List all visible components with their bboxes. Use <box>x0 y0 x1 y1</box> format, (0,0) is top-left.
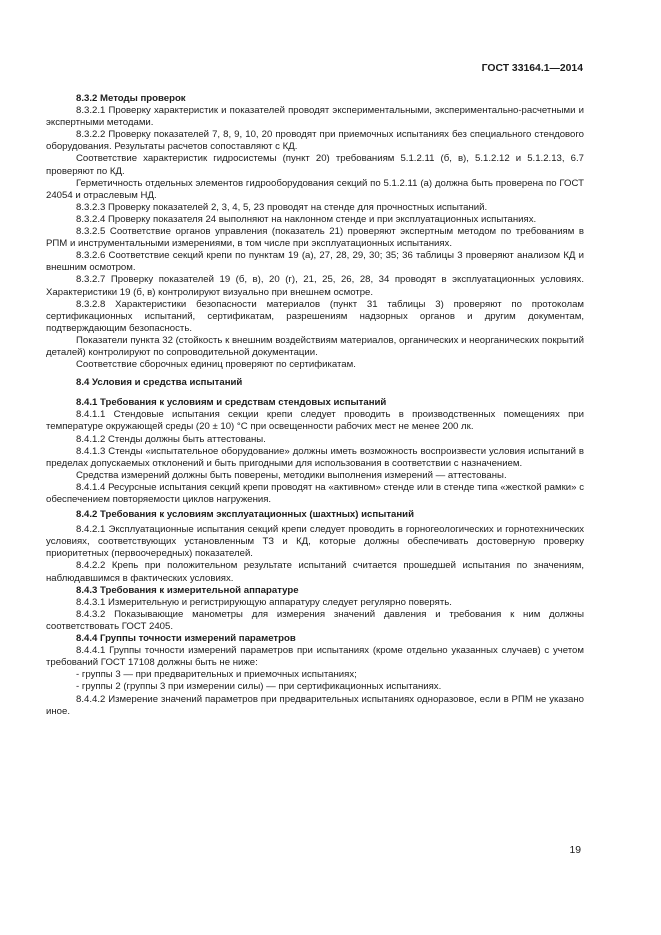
paragraph: 8.4.1.1 Стендовые испытания секции крепи следует проводить в производственных помещениях при температуре окружающей среды (20 ± 10) °С при освещенности рабочих мест не менее 200 лк. <box>46 409 584 433</box>
document-body <box>46 93 584 718</box>
paragraph: 8.3.2.3 Проверку показателей 2, 3, 4, 5, 23 проводят на стенде для прочностных испытаний. <box>76 201 488 213</box>
paragraph: 8.4.4.2 Измерение значений параметров при предварительных испытаниях одноразовое, если в РПМ не указано иное. <box>46 693 584 717</box>
paragraph: 8.4.1.3 Стенды «испытательное оборудование» должны иметь возможность воспроизвести условия испытаний в пределах допускаемых отклонений и быть пригодными для использования в соответствии с назначением. <box>46 445 584 469</box>
section-heading: 8.3.2 Методы проверок <box>76 93 186 104</box>
paragraph: Соответствие характеристик гидросистемы (пункт 20) требованиям 5.1.2.11 (б, в), 5.1.2.12 и 5.1.2.13, 6.7 проверяют по КД. <box>46 153 584 177</box>
paragraph: Соответствие сборочных единиц проверяют по сертификатам. <box>76 359 356 371</box>
paragraph: - группы 2 (группы 3 при измерении силы) — при сертификационных испытаниях. <box>76 681 442 693</box>
paragraph: 8.3.2.1 Проверку характеристик и показателей проводят экспериментальными, экспериментально-расчетными и экспертными методами. <box>46 105 584 129</box>
paragraph: 8.3.2.5 Соответствие органов управления (показатель 21) проверяют экспертным методом по требованиям в РПМ и инструментальными измерениями, в том числе при эксплуатационных испытаниях. <box>46 226 584 250</box>
section-heading: 8.4.3 Требования к измерительной аппаратуре <box>76 584 299 596</box>
paragraph: 8.3.2.6 Соответствие секций крепи по пунктам 19 (а), 27, 28, 29, 30; 35; 36 таблицы 3 проверяют анализом КД и внешним осмотром. <box>46 250 584 274</box>
section-heading: 8.4.1 Требования к условиям и средствам стендовых испытаний <box>76 397 387 409</box>
paragraph: 8.4.2.1 Эксплуатационные испытания секций крепи следует проводить в горногеологических и горнотехнических условиях, соответствующих установленным ТЗ и КД, которые должны обеспечивать достоверную проверку приоритетных (первоочередных) показателей. <box>46 524 584 560</box>
paragraph: - группы 3 — при предварительных и приемочных испытаниях; <box>76 669 357 681</box>
paragraph: Герметичность отдельных элементов гидрооборудования секций по 5.1.2.11 (а) должна быть проверена по ГОСТ 24054 и отраслевым НД. <box>46 177 584 201</box>
paragraph: 8.4.4.1 Группы точности измерений параметров при испытаниях (кроме отдельно указанных случаев) с учетом требований ГОСТ 17108 должны быть не ниже: <box>46 645 584 669</box>
paragraph: 8.3.2.7 Проверку показателей 19 (б, в), 20 (г), 21, 25, 26, 28, 34 проводят в эксплуатационных условиях. Характеристики 19 (б, в) контролируют визуально при внешнем осмотре. <box>46 274 584 298</box>
paragraph: 8.4.1.4 Ресурсные испытания секций крепи проводят на «активном» стенде или в стенде типа «жесткой рамки» с обеспечением повторяемости циклов нагружения. <box>46 481 584 505</box>
section-heading: 8.4 Условия и средства испытаний <box>76 377 243 389</box>
paragraph: 8.4.2.2 Крепь при положительном результате испытаний считается прошедшей испытания по значениям, наблюдавшимся в фактических условиях. <box>46 560 584 584</box>
paragraph: 8.4.3.1 Измерительную и регистрирующую аппаратуру следует регулярно поверять. <box>76 596 452 608</box>
paragraph: 8.3.2.8 Характеристики безопасности материалов (пункт 31 таблицы 3) проверяют по протоколам сертификационных испытаний, сертификатам, разрешениям надзорных органов и другим документам, подтверждающим безопасность. <box>46 298 584 334</box>
paragraph: 8.4.1.2 Стенды должны быть аттестованы. <box>76 433 266 445</box>
section-heading: 8.4.2 Требования к условиям эксплуатационных (шахтных) испытаний <box>76 509 414 521</box>
paragraph: Средства измерений должны быть поверены, методики выполнения измерений — аттестованы. <box>76 469 507 481</box>
paragraph: Показатели пункта 32 (стойкость к внешним воздействиям материалов, органических и неорганических покрытий деталей) контролируют по сопроводительной документации. <box>46 334 584 358</box>
section-heading: 8.4.4 Группы точности измерений параметров <box>76 633 296 645</box>
page-number: 19 <box>569 845 581 856</box>
paragraph: 8.3.2.4 Проверку показателя 24 выполняют на наклонном стенде и при эксплуатационных испытаниях. <box>76 213 537 225</box>
document-header: ГОСТ 33164.1—2014 <box>481 63 583 74</box>
paragraph: 8.3.2.2 Проверку показателей 7, 8, 9, 10, 20 проводят при приемочных испытаниях без специального стендового оборудования. Результаты расчетов сопоставляют с КД. <box>46 129 584 153</box>
paragraph: 8.4.3.2 Показывающие манометры для измерения значений давления и требования к ним должны соответствовать ГОСТ 2405. <box>46 608 584 632</box>
